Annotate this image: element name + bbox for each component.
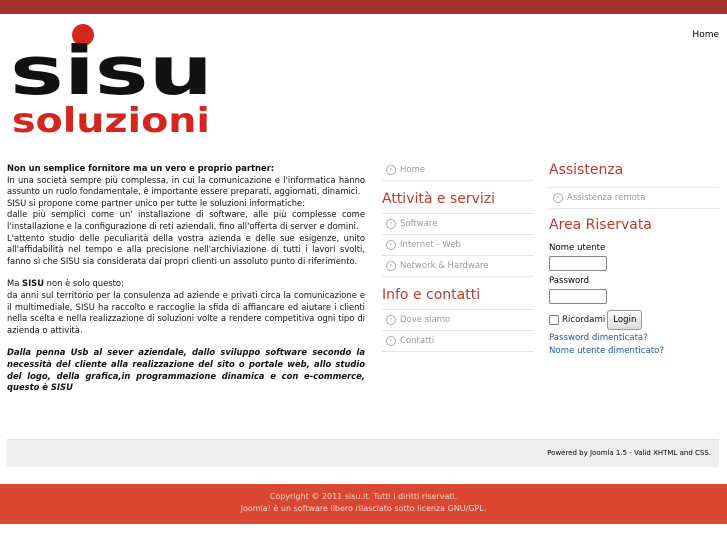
side-column (549, 160, 719, 356)
menu-item-software[interactable]: › Software (382, 214, 534, 235)
main-content (7, 163, 365, 394)
menu-item-assistenza-remota[interactable]: › Assistenza remota (549, 188, 719, 209)
chevron-right-icon: › (386, 165, 396, 175)
footer-copyright: Copyright © 2011 sisu.it. Tutti i diritti riservati. (269, 492, 458, 501)
username-label: Nome utente (549, 243, 606, 253)
content-paragraph-5: Ma SISU non è solo questo: (7, 278, 124, 289)
section-title-info: Info e contatti (382, 277, 534, 310)
username-input[interactable] (549, 256, 607, 271)
logo-word-sisu: sisu (10, 32, 213, 110)
section-title-area-riservata: Area Riservata (549, 217, 652, 233)
chevron-right-icon: › (386, 336, 396, 346)
top-nav-home-link[interactable]: Home (692, 30, 719, 40)
chevron-right-icon: › (386, 240, 396, 250)
login-button[interactable]: Login (607, 310, 642, 330)
password-label: Password (549, 276, 590, 286)
remember-label: Ricordami (562, 315, 606, 325)
forgot-username-link[interactable]: Nome utente dimenticato? (549, 346, 664, 356)
forgot-password-link[interactable]: Password dimenticata? (549, 333, 648, 343)
content-slogan: Dalla penna Usb al sever aziendale, dallo sviluppo software secondo la necessità del cliente alla realizzazione del sito o portale web, allo studio del logo, della grafica,in programmazione dinamica e con e-commerce, questo è SISU (7, 347, 365, 393)
sisu-logo[interactable] (10, 22, 215, 138)
footer-license: Joomla! è un software libero rilasciato sotto licenza GNU/GPL. (240, 504, 487, 513)
content-paragraph-1: In una società sempre più complessa, in cui la comunicazione e l'informatica hanno assunto un ruolo fondamentale, è importante essere preparati, aggiornati, dinamici. (7, 174, 365, 197)
top-bar (0, 0, 727, 14)
content-paragraph-4: L'attento studio delle peculiarità della vostra azienda e delle sue esigenze, unito all'affidabilità nel tempo e alla precisione nell'archiviazione di tutti i lavori svolti, fanno sì che SISU sia considerata dai propri clienti un assoluto punto di riferimento. (7, 232, 365, 266)
section-title-assistenza: Assistenza (549, 160, 719, 188)
powered-bar (7, 439, 719, 467)
content-paragraph-3: dalle più semplici come un' installazione di software, alle più complesse come l'installazione e la configurazione di reti aziendali, fino all'offerta di server e domini. (7, 209, 365, 231)
remember-checkbox[interactable] (549, 315, 559, 325)
chevron-right-icon: › (386, 261, 396, 271)
menu-item-network-hardware[interactable]: › Network & Hardware (382, 256, 534, 277)
content-paragraph-2: SISU si propone come partner unico per tutte le soluzioni informatiche: (7, 197, 306, 208)
menu-item-dove-siamo[interactable]: › Dove siamo (382, 310, 534, 331)
logo-word-soluzioni: soluzioni (12, 101, 210, 138)
main-menu-column (382, 160, 534, 352)
menu-item-contatti[interactable]: › Contatti (382, 331, 534, 352)
chevron-right-icon: › (386, 219, 396, 229)
menu-item-internet-web[interactable]: › Internet - Web (382, 235, 534, 256)
menu-item-home[interactable]: › Home (382, 160, 534, 181)
content-heading: Non un semplice fornitore ma un vero e proprio partner: (7, 163, 275, 173)
powered-by-text: Powered by Joomla 1.5 - Valid XHTML and CSS. (547, 449, 711, 457)
chevron-right-icon: › (553, 193, 563, 203)
content-paragraph-6: da anni sul territorio per la consulenza ad aziende e privati circa la comunicazione e il multimediale, SISU ha raccolto e raccoglie la sfida di affiancare ed aiutare i clienti nella scelta e nella realizzazione di soluzioni volte a rendere competitiva ogni tipo di azienda o attività. (7, 289, 365, 335)
logo-graphic (10, 22, 215, 138)
chevron-right-icon: › (386, 315, 396, 325)
footer (0, 484, 727, 524)
remember-row (549, 310, 719, 330)
password-input[interactable] (549, 289, 607, 304)
sisu-bold: SISU (22, 278, 45, 289)
section-title-attivita: Attività e servizi (382, 181, 534, 214)
